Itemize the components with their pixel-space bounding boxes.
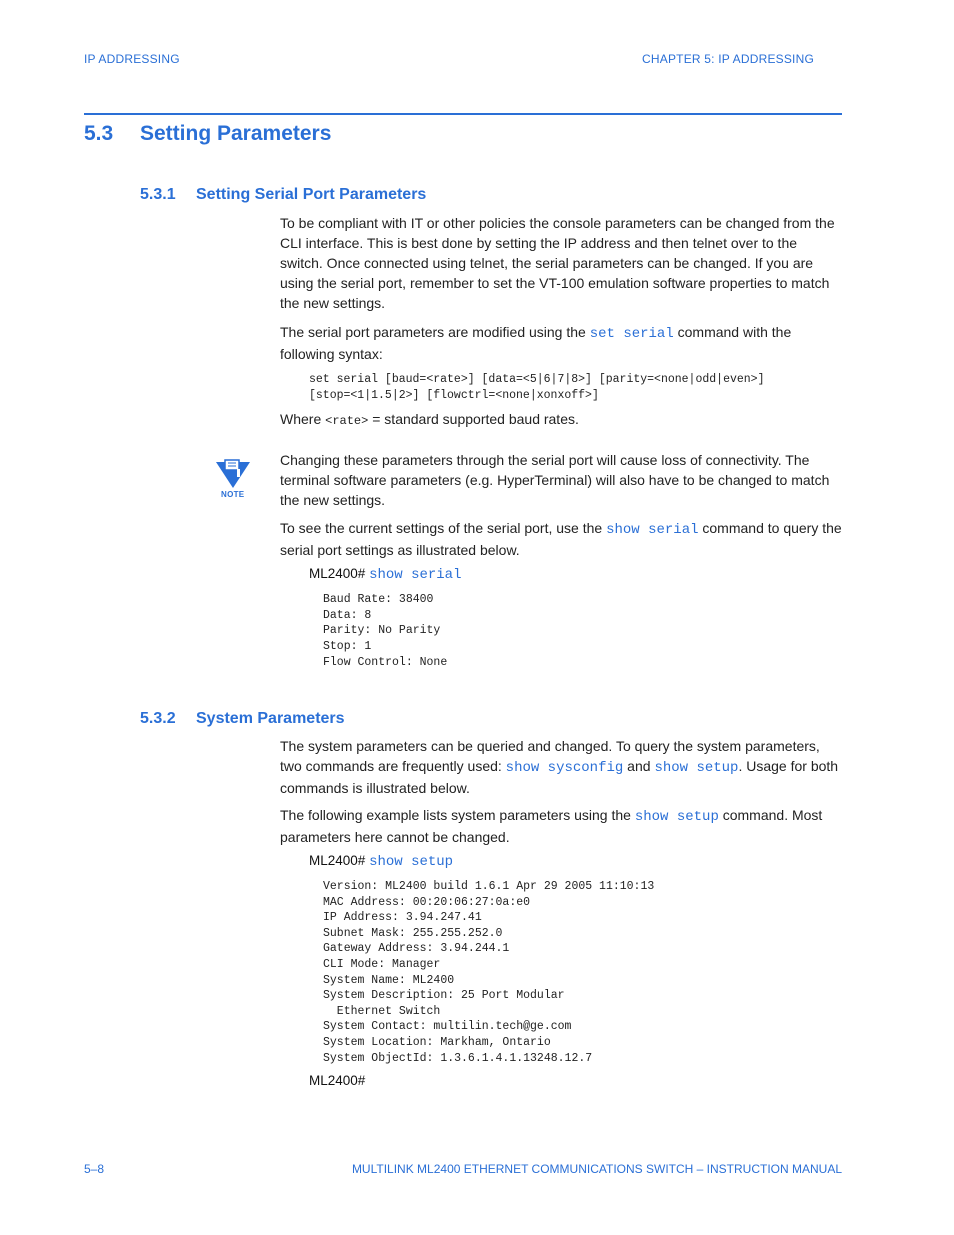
- text-run: command with the following syntax:: [280, 324, 792, 362]
- note-label: NOTE: [221, 490, 245, 499]
- cli-prompt: [309, 853, 453, 870]
- subsection-2-number: 5.3.2: [140, 710, 176, 727]
- running-footer: MULTILINK ML2400 ETHERNET COMMUNICATIONS SWITCH – INSTRUCTION MANUAL: [351, 1162, 842, 1176]
- syntax-line: set serial [baud=<rate>] [data=<5|6|7|8>] [parity=<none|odd|even>]: [309, 373, 765, 386]
- cli-output-line: System Description: 25 Port Modular: [323, 989, 565, 1002]
- cli-output-line: CLI Mode: Manager: [323, 958, 441, 971]
- paragraph: [280, 322, 842, 364]
- paragraph: To be compliant with IT or other policies the console parameters can be changed from the CLI interface. This is best done by setting the IP address and then telnet over to the switch. Once connected using telnet, the serial parameters can be changed. If you are using the serial port, remember to set the VT-100 emulation software properties to match the new settings.: [280, 215, 835, 311]
- syntax-line: [stop=<1|1.5|2>] [flowctrl=<none|xonxoff>]: [309, 389, 599, 402]
- cli-output-line: Stop: 1: [323, 640, 372, 653]
- note-text: Changing these parameters through the serial port will cause loss of connectivity. The terminal software parameters (e.g. HyperTerminal) will also have to be changed to match the new settings.: [280, 452, 830, 508]
- cli-output-line: Version: ML2400 build 1.6.1 Apr 29 2005 11:10:13: [323, 880, 655, 893]
- running-header-right: CHAPTER 5: IP ADDRESSING: [642, 52, 814, 66]
- command-keyword: show sysconfig: [505, 760, 624, 776]
- paragraph: [280, 736, 842, 798]
- command-keyword: show serial: [606, 522, 699, 538]
- text-run: The following example lists system parameters using the: [280, 807, 635, 823]
- prompt-label: ML2400#: [309, 853, 366, 868]
- section-rule: [84, 113, 842, 115]
- cli-output-line: Data: 8: [323, 609, 372, 622]
- paragraph: [280, 409, 842, 431]
- subsection-1-title: Setting Serial Port Parameters: [196, 186, 427, 203]
- text-run: The serial port parameters are modified using the: [280, 324, 590, 340]
- page-number: 5–8: [84, 1162, 105, 1176]
- cli-output-line: System Name: ML2400: [323, 974, 455, 987]
- text-run: command. Most parameters here cannot be changed.: [280, 807, 823, 845]
- command-keyword: show setup: [654, 760, 739, 776]
- cli-output-line: Subnet Mask: 255.255.252.0: [323, 927, 503, 940]
- command-keyword: show setup: [634, 809, 719, 825]
- section-number: 5.3: [84, 122, 114, 145]
- text-run: Where: [280, 411, 326, 427]
- cli-output-line: IP Address: 3.94.247.41: [323, 911, 482, 924]
- cli-output-line: Parity: No Parity: [323, 624, 441, 637]
- cli-output-line: System Location: Markham, Ontario: [323, 1036, 551, 1049]
- paragraph: [280, 805, 842, 847]
- command-keyword: set serial: [589, 326, 674, 342]
- section-title: Setting Parameters: [140, 122, 332, 145]
- cli-prompt: [309, 1073, 365, 1088]
- text-run: . Usage for both commands is illustrated below.: [280, 758, 839, 796]
- prompt-label: ML2400#: [309, 1073, 366, 1088]
- subsection-1-number: 5.3.1: [140, 186, 176, 203]
- command-keyword: show setup: [369, 854, 454, 870]
- cli-output-line: System Contact: multilin.tech@ge.com: [323, 1020, 572, 1033]
- text-run: and: [623, 758, 655, 774]
- text-run: command to query the serial port settings as illustrated below.: [280, 520, 842, 558]
- text-run: The system parameters can be queried and changed. To query the system parameters, two commands are frequently used:: [280, 738, 820, 774]
- cli-output-line: Ethernet Switch: [323, 1005, 441, 1018]
- cli-output-line: System ObjectId: 1.3.6.1.4.1.13248.12.7: [323, 1052, 593, 1065]
- running-header-left: IP ADDRESSING: [84, 52, 180, 66]
- inline-code: <rate>: [325, 414, 369, 428]
- cli-prompt: [309, 566, 461, 583]
- cli-output-line: Gateway Address: 3.94.244.1: [323, 942, 510, 955]
- text-run: To see the current settings of the serial port, use the: [280, 520, 607, 536]
- prompt-label: ML2400#: [309, 566, 366, 581]
- text-run: = standard supported baud rates.: [368, 411, 579, 427]
- cli-output-line: Baud Rate: 38400: [323, 593, 434, 606]
- subsection-2-title: System Parameters: [196, 710, 345, 727]
- command-keyword: show serial: [369, 567, 462, 583]
- paragraph: [280, 518, 842, 560]
- cli-output-line: Flow Control: None: [323, 656, 448, 669]
- cli-output-line: MAC Address: 00:20:06:27:0a:e0: [323, 896, 531, 909]
